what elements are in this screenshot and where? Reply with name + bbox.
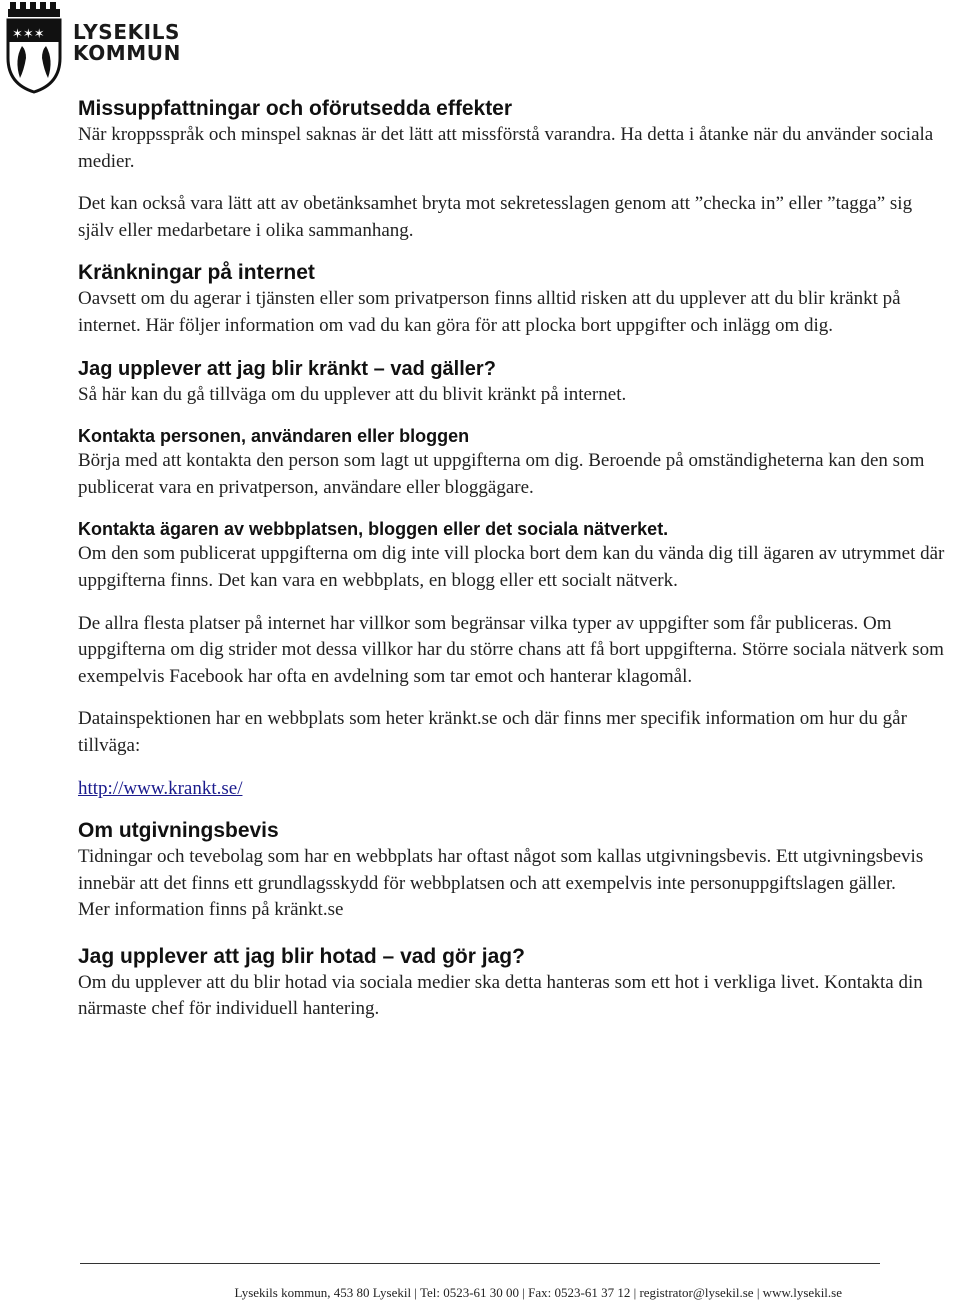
section-title-publication-certificate: Om utgivningsbevis xyxy=(78,819,279,843)
paragraph: När kroppsspråk och minspel saknas är det lätt att missförstå varandra. Ha detta i åtanke när du använder sociala medier. xyxy=(78,124,934,172)
footer-divider xyxy=(80,1263,880,1264)
section-title-what-applies: Jag upplever att jag blir kränkt – vad gäller? xyxy=(78,357,496,380)
subsection-title-contact-person: Kontakta personen, användaren eller bloggen xyxy=(78,426,470,447)
krankt-link[interactable]: http://www.krankt.se/ xyxy=(78,777,243,799)
subsection-title-contact-owner: Kontakta ägaren av webbplatsen, bloggen eller det sociala nätverket. xyxy=(78,519,669,540)
svg-text:✶✶✶: ✶✶✶ xyxy=(12,27,45,42)
section-title-threatened: Jag upplever att jag blir hotad – vad gör jag? xyxy=(78,944,525,968)
paragraph: Börja med att kontakta den person som lagt ut uppgifterna om dig. Beroende på omständigheterna kan den som publicerat vara en privatperson, användare eller bloggägare. xyxy=(78,450,925,498)
municipality-name xyxy=(73,22,181,64)
paragraph: Datainspektionen har en webbplats som heter kränkt.se och där finns mer specifik information om hur du går tillväga: xyxy=(78,708,907,756)
paragraph: Så här kan du gå tillväga om du upplever att du blivit kränkt på internet. xyxy=(78,383,627,405)
coat-of-arms-icon xyxy=(4,0,68,96)
paragraph: Oavsett om du agerar i tjänsten eller som privatperson finns alltid risken att du upplever att du blir kränkt på internet. Här följer information om vad du kan göra för att plocka bort uppgifter och inlägg om dig. xyxy=(78,288,901,336)
paragraph: Det kan också vara lätt att av obetänksamhet bryta mot sekretesslagen genom att ”checka in” eller ”tagga” sig själv eller medarbetare i olika sammanhang. xyxy=(78,193,913,241)
municipality-logo xyxy=(4,0,181,96)
municipality-name-line2: KOMMUN xyxy=(73,41,181,65)
paragraph: Mer information finns på kränkt.se xyxy=(78,899,344,921)
municipality-name-line1: LYSEKILS xyxy=(73,20,181,44)
paragraph: Tidningar och tevebolag som har en webbplats har oftast något som kallas utgivningsbevis. Ett utgivningsbevis innebär att det finns ett grundlagsskydd för webbplatsen och att exempelvis inte personuppgiftslagen gäller. xyxy=(78,846,924,894)
paragraph: Om den som publicerat uppgifterna om dig inte vill plocka bort dem kan du vända dig till ägaren av utrymmet där uppgifterna finns. Det kan vara en webbplats, en blogg eller ett socialt nätverk. xyxy=(78,543,945,591)
section-title-violations: Kränkningar på internet xyxy=(78,261,315,285)
section-title-misunderstandings: Missuppfattningar och oförutsedda effekter xyxy=(78,97,513,120)
paragraph: De allra flesta platser på internet har villkor som begränsar vilka typer av uppgifter som får publiceras. Om uppgifterna om dig strider mot dessa villkor har du större chans att få bort uppgifterna. Större sociala nätverk som exempelvis Facebook har ofta en avdelning som tar emot och hanterar klagomål. xyxy=(78,612,944,687)
paragraph: Om du upplever att du blir hotad via sociala medier ska detta hanteras som ett hot i verkliga livet. Kontakta din närmaste chef för individuell hantering. xyxy=(78,971,923,1020)
document-body xyxy=(78,96,948,1023)
footer-contact: Lysekils kommun, 453 80 Lysekil | Tel: 0523-61 30 00 | Fax: 0523-61 37 12 | registrator@lysekil.se | www.lysekil.se xyxy=(234,1285,842,1300)
